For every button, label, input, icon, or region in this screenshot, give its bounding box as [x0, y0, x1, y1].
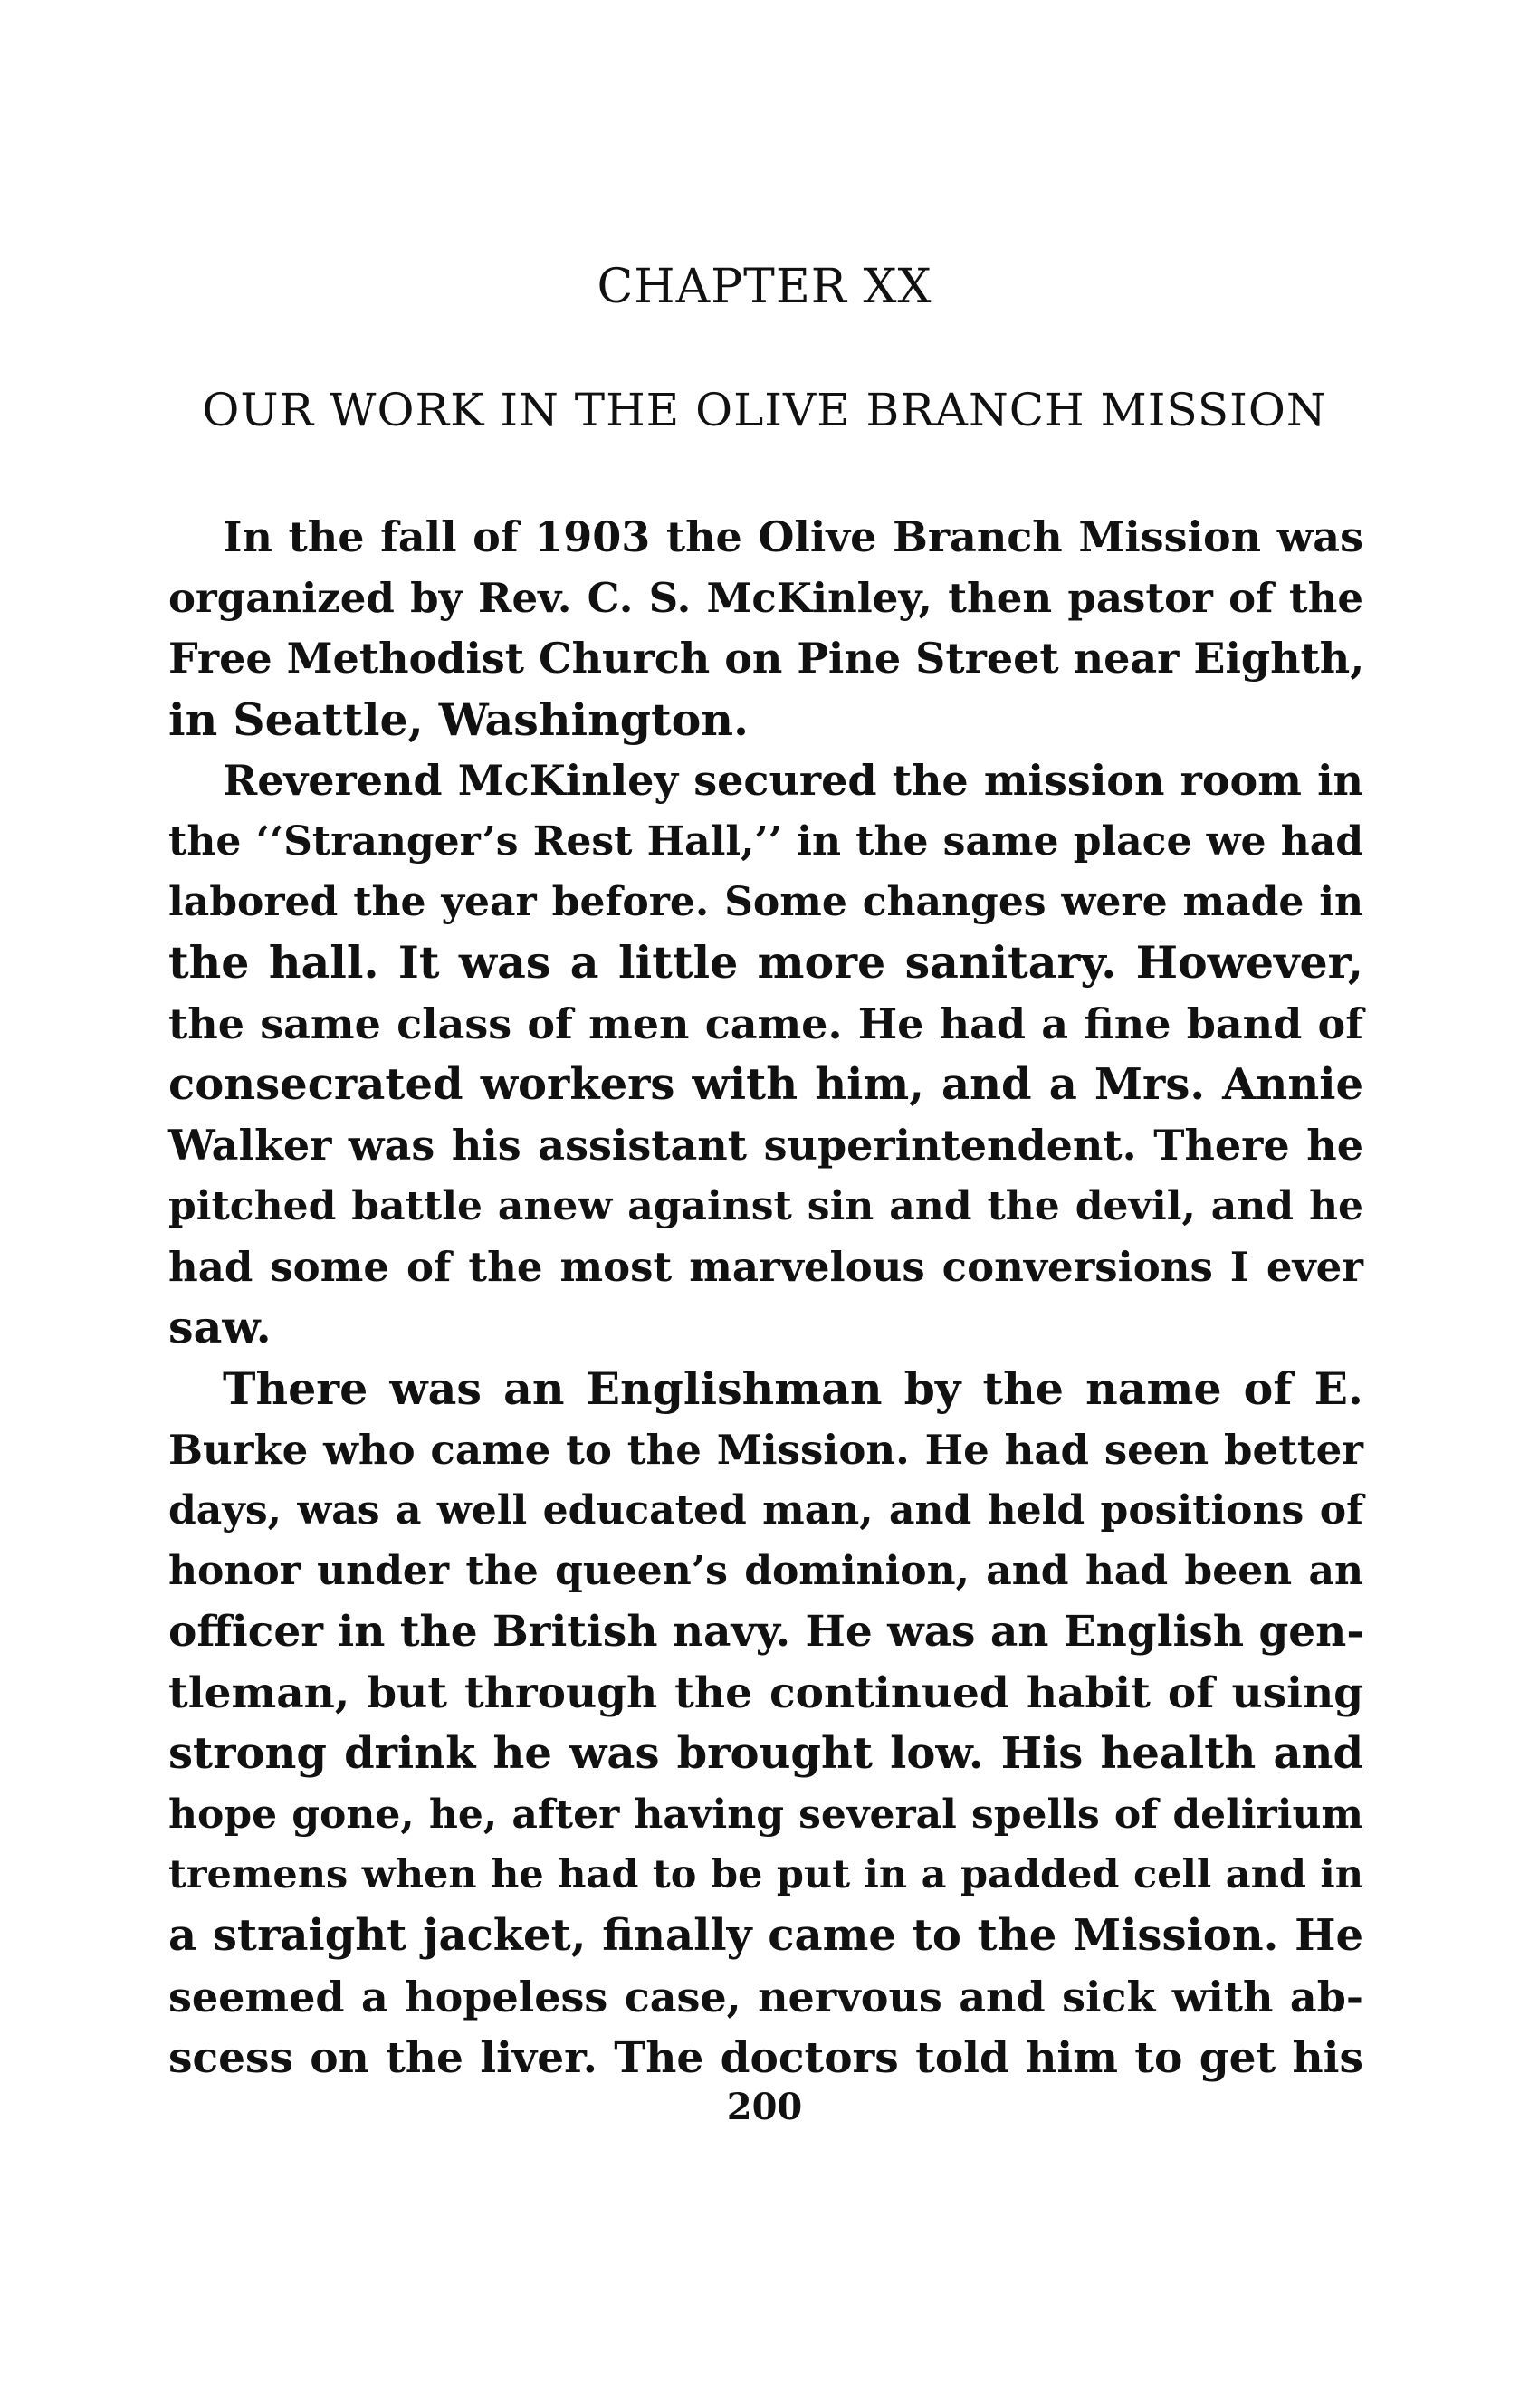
text-line: officer in the British navy. He was an English gen-: [168, 1607, 1364, 1658]
chapter-title: OUR WORK IN THE OLIVE BRANCH MISSION: [202, 384, 1327, 436]
text-line: pitched battle anew against sin and the devil, and he: [168, 1183, 1363, 1230]
text-line: organized by Rev. C. S. McKinley, then pastor of the: [168, 574, 1363, 623]
body-text: [168, 507, 1363, 2088]
text-line: had some of the most marvelous conversions I ever: [168, 1243, 1363, 1292]
text-line: the ‘‘Stranger’s Rest Hall,’’ in the same place we had: [168, 817, 1363, 865]
text-line: Walker was his assistant superintendent. There he: [168, 1120, 1363, 1170]
text-line: days, was a well educated man, and held positions of: [168, 1487, 1363, 1534]
text-line: strong drink he was brought low. His health and: [168, 1727, 1363, 1779]
text-line: labored the year before. Some changes were made in: [168, 879, 1363, 926]
text-line: a straight jacket, finally came to the Mission. He: [168, 1910, 1363, 1962]
text-line: consecrated workers with him, and a Mrs. Annie: [168, 1058, 1363, 1110]
text-line: Reverend McKinley secured the mission room in: [223, 755, 1363, 805]
text-line: tleman, but through the continued habit of using: [168, 1667, 1363, 1718]
text-line: honor under the queen’s dominion, and had been an: [168, 1548, 1363, 1595]
text-line: the same class of men came. He had a fine band of: [168, 999, 1363, 1048]
text-line: saw.: [168, 1301, 272, 1354]
text-line: Burke who came to the Mission. He had seen better: [168, 1425, 1363, 1474]
text-line: In the fall of 1903 the Olive Branch Mission was: [223, 512, 1363, 561]
text-line: hope gone, he, after having several spells of delirium: [168, 1791, 1363, 1838]
text-line: tremens when he had to be put in a padded cell and in: [168, 1852, 1363, 1898]
text-line: the hall. It was a little more sanitary. However,: [168, 936, 1363, 989]
text-line: There was an Englishman by the name of E.: [223, 1362, 1363, 1415]
text-line: scess on the liver. The doctors told him to get his: [168, 2032, 1363, 2083]
text-line: seemed a hopeless case, nervous and sick with ab-: [168, 1972, 1363, 2021]
text-line: Free Methodist Church on Pine Street near Eighth,: [168, 634, 1365, 683]
text-line: in Seattle, Washington.: [168, 693, 750, 746]
page-number: 200: [726, 2086, 803, 2128]
chapter-number: CHAPTER XX: [597, 260, 932, 314]
